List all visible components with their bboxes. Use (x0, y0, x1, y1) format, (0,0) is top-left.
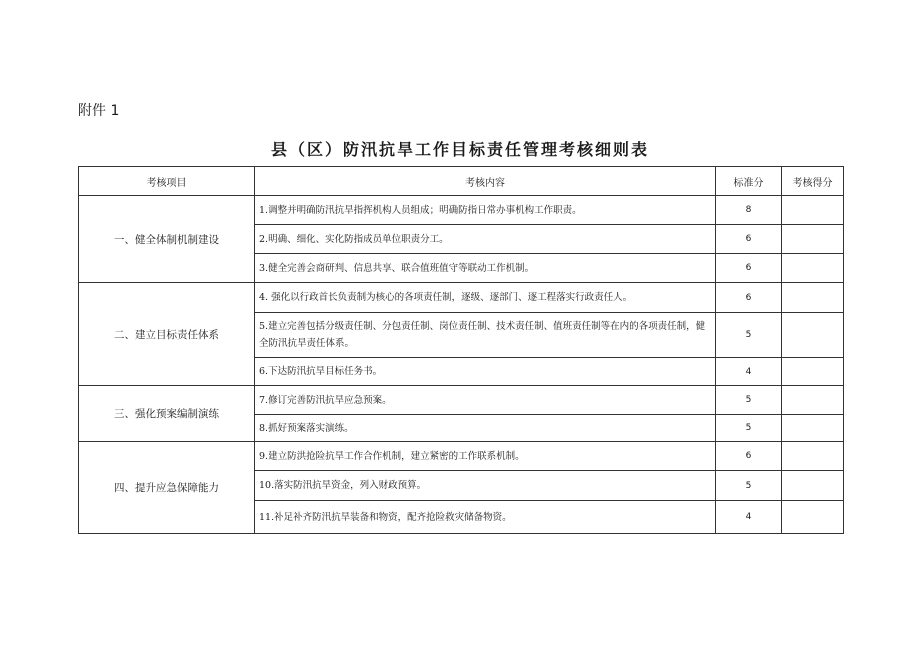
row-content: 4. 强化以行政首长负责制为核心的各项责任制，逐级、逐部门、逐工程落实行政责任人。 (255, 283, 716, 313)
section-name: 四、提升应急保障能力 (79, 442, 255, 534)
row-assessed-score-cell[interactable] (782, 501, 844, 534)
row-standard-score: 4 (716, 358, 782, 386)
document-title: 县（区）防汛抗旱工作目标责任管理考核细则表 (270, 140, 649, 159)
row-assessed-score-cell[interactable] (782, 283, 844, 313)
row-assessed-score-cell[interactable] (782, 415, 844, 442)
header-content: 考核内容 (255, 167, 716, 196)
row-standard-score: 6 (716, 225, 782, 254)
table-row (79, 442, 844, 471)
row-content: 11.补足补齐防汛抗旱装备和物资，配齐抢险救灾储备物资。 (255, 501, 716, 534)
row-standard-score: 5 (716, 471, 782, 501)
row-standard-score: 8 (716, 196, 782, 225)
header-item: 考核项目 (79, 167, 255, 196)
row-standard-score: 4 (716, 501, 782, 534)
row-assessed-score-cell[interactable] (782, 471, 844, 501)
table-row (79, 196, 844, 225)
header-standard-score: 标准分 (716, 167, 782, 196)
section-name: 三、强化预案编制演练 (79, 386, 255, 442)
table-row (79, 283, 844, 313)
row-assessed-score-cell[interactable] (782, 358, 844, 386)
row-standard-score: 6 (716, 283, 782, 313)
row-assessed-score-cell[interactable] (782, 254, 844, 283)
row-content: 7.修订完善防汛抗旱应急预案。 (255, 386, 716, 415)
row-content: 1.调整并明确防汛抗旱指挥机构人员组成；明确防指日常办事机构工作职责。 (255, 196, 716, 225)
row-assessed-score-cell[interactable] (782, 225, 844, 254)
section-name: 一、健全体制机制建设 (79, 196, 255, 283)
header-assessed-score: 考核得分 (782, 167, 844, 196)
table-header-row (79, 167, 844, 196)
row-assessed-score-cell[interactable] (782, 386, 844, 415)
row-content: 6.下达防汛抗旱目标任务书。 (255, 358, 716, 386)
row-content: 2.明确、细化、实化防指成员单位职责分工。 (255, 225, 716, 254)
row-content: 8.抓好预案落实演练。 (255, 415, 716, 442)
row-standard-score: 6 (716, 254, 782, 283)
table-row (79, 386, 844, 415)
row-assessed-score-cell[interactable] (782, 442, 844, 471)
row-standard-score: 5 (716, 313, 782, 358)
row-content: 3.健全完善会商研判、信息共享、联合值班值守等联动工作机制。 (255, 254, 716, 283)
row-assessed-score-cell[interactable] (782, 313, 844, 358)
row-content: 9.建立防洪抢险抗旱工作合作机制，建立紧密的工作联系机制。 (255, 442, 716, 471)
section-name: 二、建立目标责任体系 (79, 283, 255, 386)
row-assessed-score-cell[interactable] (782, 196, 844, 225)
row-standard-score: 5 (716, 386, 782, 415)
row-standard-score: 6 (716, 442, 782, 471)
attachment-label: 附件 1 (78, 103, 120, 119)
row-content: 5.建立完善包括分级责任制、分包责任制、岗位责任制、技术责任制、值班责任制等在内的各项责任制，健全防汛抗旱责任体系。 (255, 313, 716, 358)
assessment-table (78, 166, 844, 534)
row-standard-score: 5 (716, 415, 782, 442)
row-content: 10.落实防汛抗旱资金，列入财政预算。 (255, 471, 716, 501)
